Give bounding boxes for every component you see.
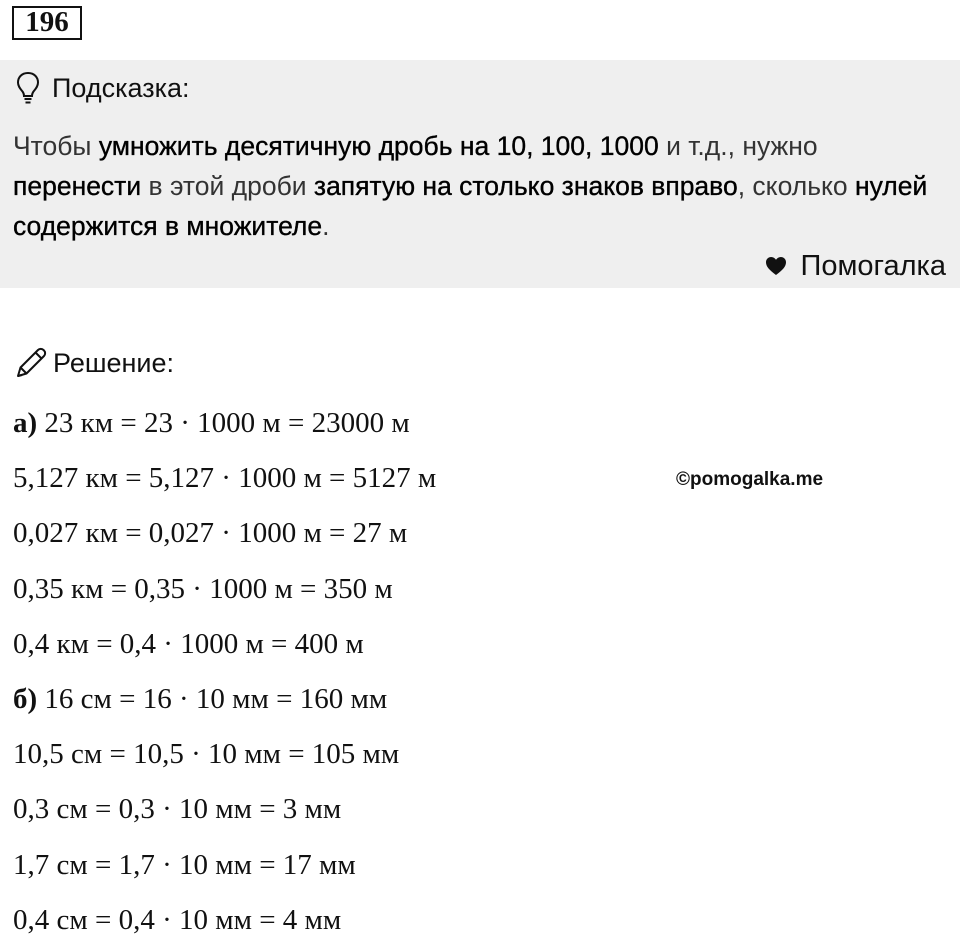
equation: 16 см = 16 · 10 мм = 160 мм bbox=[44, 682, 388, 715]
equation: 5,127 км = 5,127 · 1000 м = 5127 м bbox=[13, 462, 437, 495]
part-label: б) bbox=[13, 682, 38, 715]
solution-line bbox=[13, 731, 436, 786]
hint-segment-bold: умножить десятичную дробь на 10, 100, 1000 bbox=[98, 131, 659, 161]
solution-line bbox=[13, 510, 436, 565]
equation: 0,4 см = 0,4 · 10 мм = 4 мм bbox=[13, 903, 342, 936]
pencil-icon bbox=[13, 345, 49, 381]
solution-line bbox=[13, 786, 436, 841]
equation: 23 км = 23 · 1000 м = 23000 м bbox=[44, 407, 410, 439]
solution-line bbox=[13, 676, 436, 731]
equation: 0,027 км = 0,027 · 1000 м = 27 м bbox=[13, 517, 408, 550]
lightbulb-icon bbox=[16, 71, 40, 105]
part-label: а) bbox=[13, 407, 38, 439]
watermark: ©pomogalka.me bbox=[676, 469, 824, 490]
brand-signature bbox=[765, 248, 946, 284]
equation: 10,5 см = 10,5 · 10 мм = 105 мм bbox=[13, 738, 400, 771]
hint-header bbox=[16, 70, 190, 106]
equation: 0,35 км = 0,35 · 1000 м = 350 м bbox=[13, 572, 393, 605]
equation: 1,7 см = 1,7 · 10 мм = 17 мм bbox=[13, 848, 356, 881]
hint-segment: . bbox=[322, 211, 330, 241]
hint-segment-bold: перенести bbox=[13, 171, 142, 201]
hint-segment: , сколько bbox=[737, 171, 855, 201]
hint-text bbox=[13, 126, 943, 246]
hint-segment: и т.д., нужно bbox=[658, 131, 818, 161]
solution-line bbox=[13, 455, 436, 510]
heart-icon bbox=[765, 256, 787, 276]
equation: 0,4 км = 0,4 · 1000 м = 400 м bbox=[13, 627, 364, 660]
solution-lines bbox=[13, 400, 436, 952]
equation: 0,3 см = 0,3 · 10 мм = 3 мм bbox=[13, 793, 342, 826]
solution-line bbox=[13, 842, 436, 897]
brand-label: Помогалка bbox=[800, 249, 946, 282]
solution-line bbox=[13, 897, 436, 952]
solution-line bbox=[13, 400, 436, 455]
hint-segment-bold: нулей содержится в множителе bbox=[13, 171, 928, 241]
task-number: 196 bbox=[12, 6, 82, 40]
solution-line bbox=[13, 621, 436, 676]
solution-line bbox=[13, 566, 436, 621]
hint-segment-bold: запятую на столько знаков вправо bbox=[313, 171, 738, 201]
solution-header bbox=[13, 345, 174, 381]
hint-segment: в этой дроби bbox=[141, 171, 314, 201]
hint-title: Подсказка: bbox=[52, 72, 190, 103]
solution-title: Решение: bbox=[53, 347, 175, 378]
hint-segment: Чтобы bbox=[13, 131, 99, 161]
